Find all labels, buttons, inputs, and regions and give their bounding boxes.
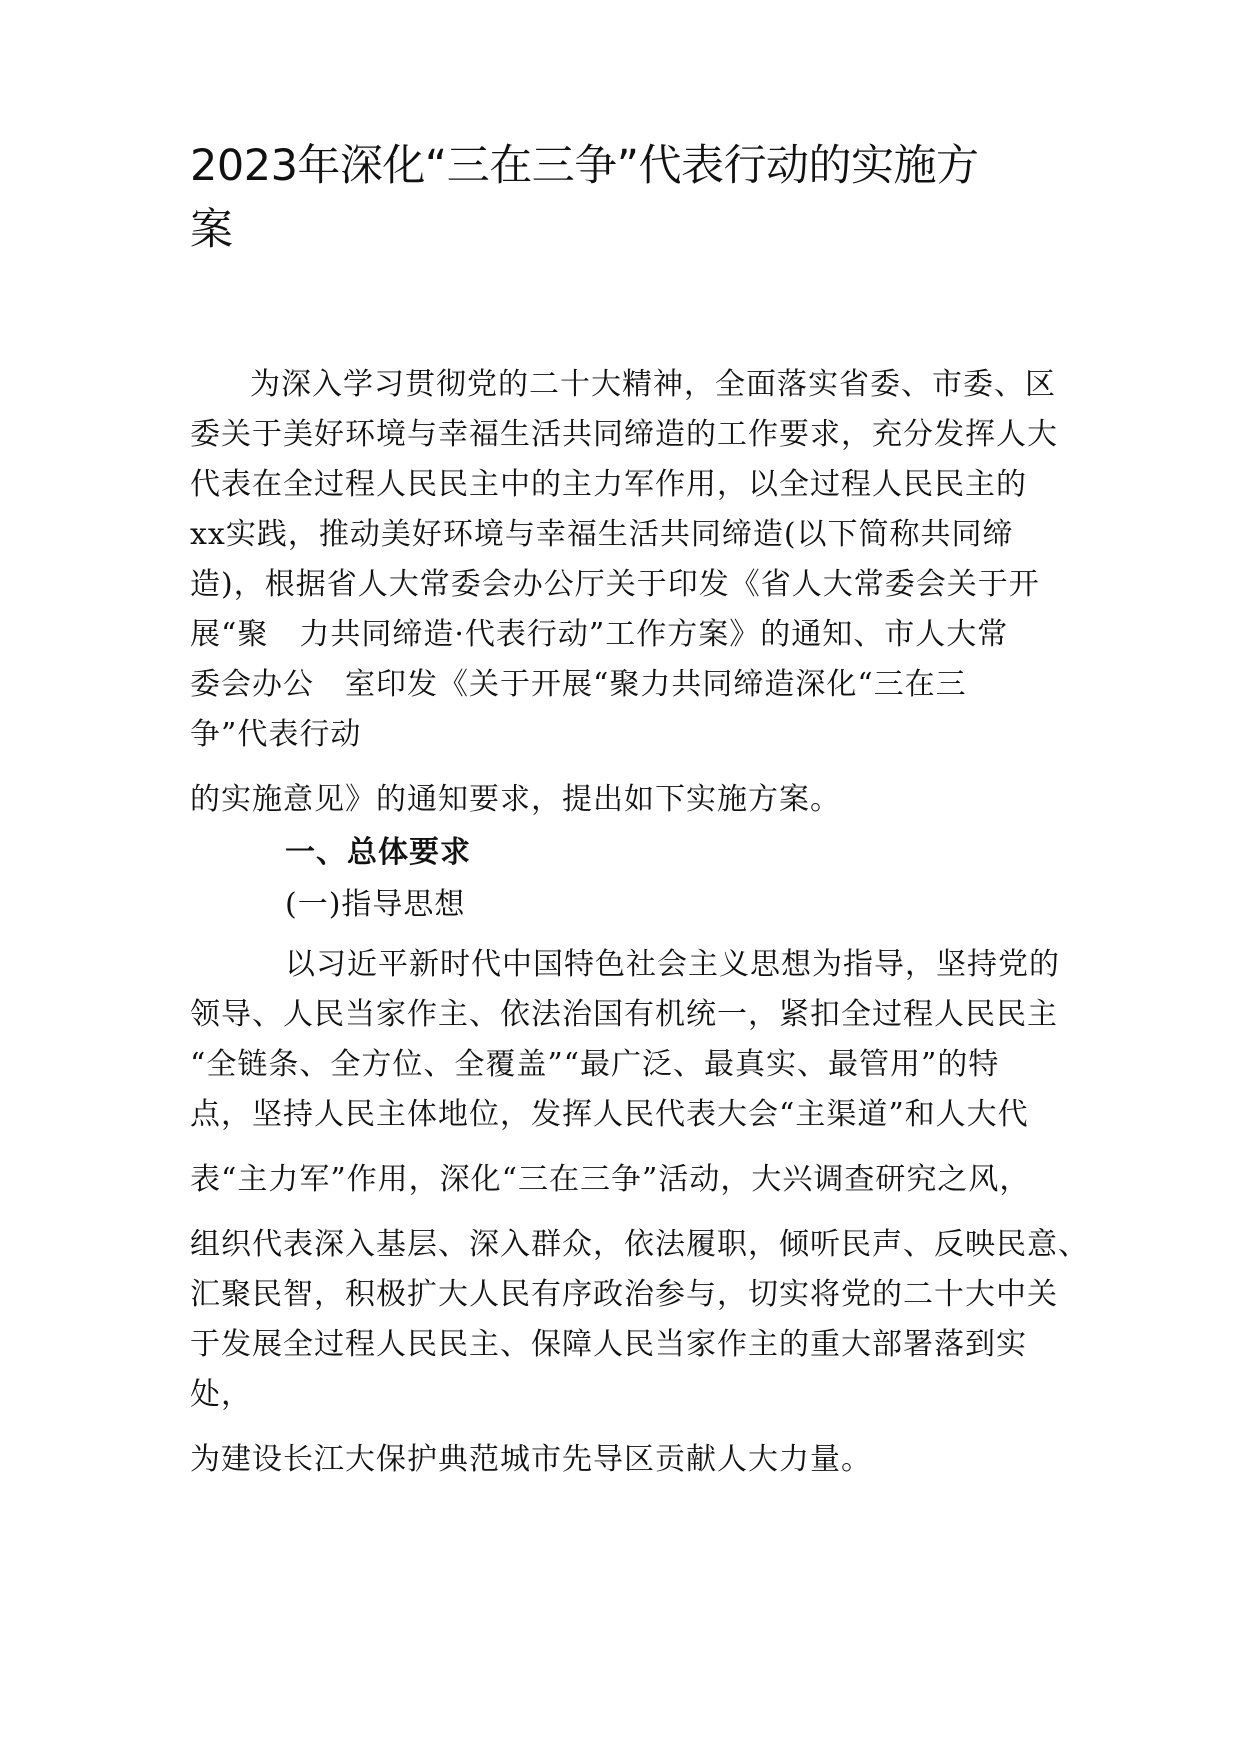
intro-paragraph-line: 委关于美好环境与幸福生活共同缔造的工作要求，充分发挥人大 — [190, 417, 1058, 452]
intro-paragraph-line: 的实施意见》的通知要求，提出如下实施方案。 — [190, 782, 841, 817]
body-paragraph-line: 点，坚持人民主体地位，发挥人民代表大会“主渠道”和人大代 — [190, 1097, 1029, 1132]
document-title-line-2: 案 — [190, 205, 233, 255]
body-paragraph-line: 于发展全过程人民民主、保障人民当家作主的重大部署落到实 — [190, 1327, 1027, 1362]
intro-paragraph-line: 代表在全过程人民民主中的主力军作用，以全过程人民民主的 — [190, 467, 1027, 502]
body-paragraph-line: 汇聚民智，积极扩大人民有序政治参与，切实将党的二十大中关 — [190, 1277, 1058, 1312]
body-paragraph-line: 领导、人民当家作主、依法治国有机统一，紧扣全过程人民民主 — [190, 997, 1058, 1032]
body-paragraph-line: 为建设长江大保护典范城市先导区贡献人大力量。 — [190, 1442, 872, 1477]
intro-paragraph-line: 争”代表行动 — [190, 717, 362, 752]
body-paragraph-line: 组织代表深入基层、深入群众，依法履职，倾听民声、反映民意、 — [190, 1227, 1089, 1262]
intro-paragraph-line: 展“聚 力共同缔造·代表行动”工作方案》的通知、市人大常 — [190, 617, 1009, 652]
body-paragraph-line: “全链条、全方位、全覆盖”“最广泛、最真实、最管用”的特 — [190, 1047, 1000, 1082]
body-paragraph-line: 处， — [190, 1377, 252, 1412]
subsection-heading: (一)指导思想 — [285, 887, 466, 922]
body-paragraph-line: 以习近平新时代中国特色社会主义思想为指导，坚持党的 — [285, 947, 1060, 982]
body-paragraph-line: 表“主力军”作用，深化“三在三争”活动，大兴调查研究之风， — [190, 1162, 1031, 1197]
intro-paragraph-line: xx实践，推动美好环境与幸福生活共同缔造(以下简称共同缔 — [190, 517, 1014, 552]
document-title-line-1: 2023年深化“三在三争”代表行动的实施方 — [190, 141, 979, 191]
intro-paragraph-line: 为深入学习贯彻党的二十大精神，全面落实省委、市委、区 — [250, 367, 1056, 402]
intro-paragraph-line: 委会办公 室印发《关于开展“聚力共同缔造深化“三在三 — [190, 667, 967, 702]
intro-paragraph-line: 造)，根据省人大常委会办公厅关于印发《省人大常委会关于开 — [190, 567, 1040, 602]
section-heading: 一、总体要求 — [285, 835, 471, 870]
